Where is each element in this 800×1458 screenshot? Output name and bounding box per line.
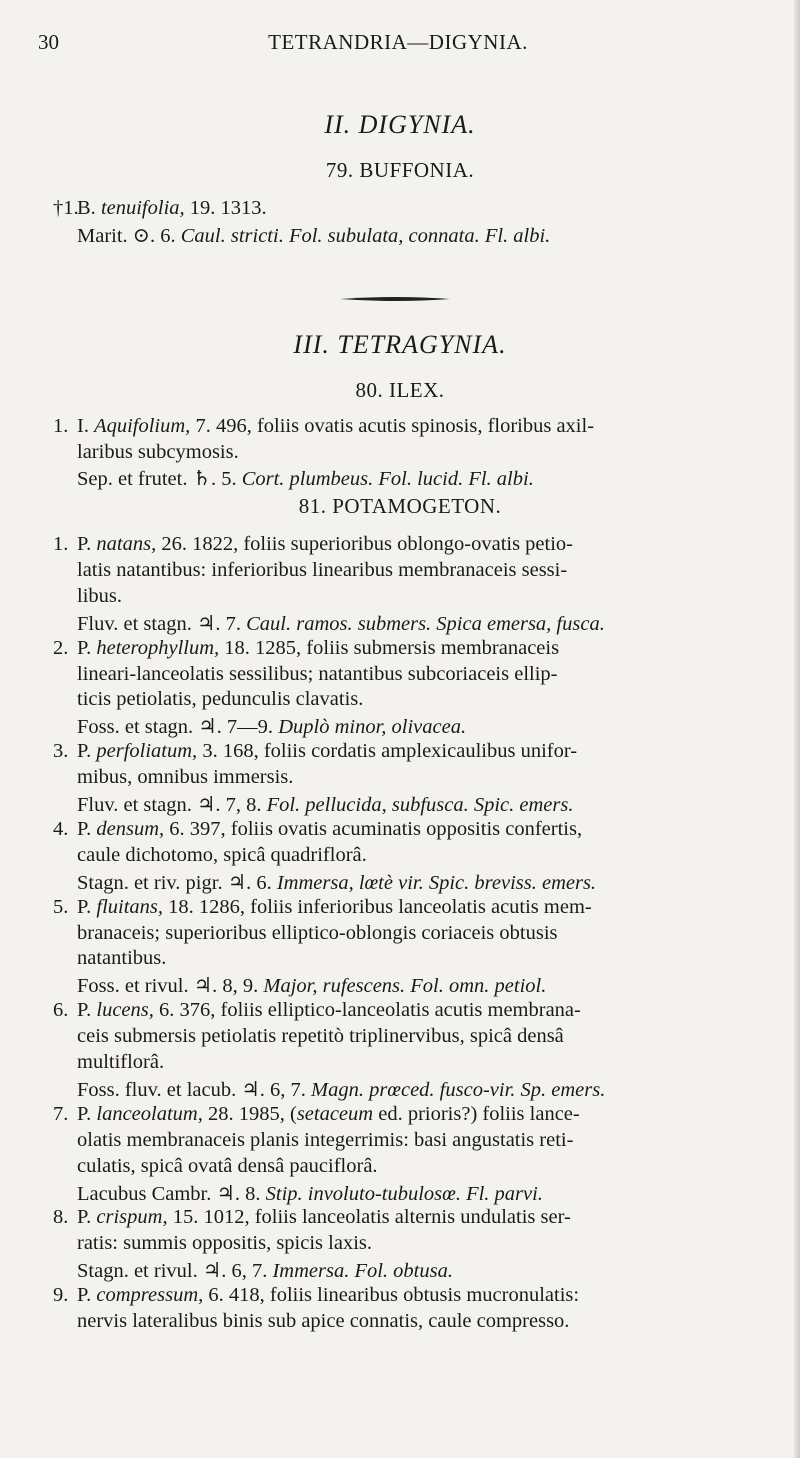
potamogeton-line [77, 688, 363, 711]
potamogeton-line [77, 585, 122, 608]
text-run: 7. 496, foliis ovatis acutis spinosis, floribus axil- [190, 415, 595, 437]
potamogeton-line [53, 1284, 579, 1307]
potamogeton-line [77, 1232, 372, 1255]
italic-text: lucens, [96, 999, 154, 1022]
entry-number: 8. [53, 1206, 69, 1229]
text-run: 15. 1012, foliis lanceolatis alternis undulatis ser- [167, 1206, 571, 1229]
italic-text: Duplò minor, olivacea. [278, 716, 467, 739]
text-run: 6. 376, foliis elliptico-lanceolatis acutis membrana- [153, 999, 581, 1022]
potamogeton-line [77, 922, 558, 945]
text-run: 6. 418, foliis linearibus obtusis mucronulatis: [203, 1284, 580, 1307]
text-run: olatis membranaceis planis integerrimis: basi angustatis reti- [77, 1128, 574, 1151]
text-run: ratis: summis oppositis, spicis laxis. [77, 1232, 372, 1255]
text-run: natantibus. [77, 947, 167, 970]
italic-text: heterophyllum, [96, 636, 220, 659]
italic-text: perfoliatum, [96, 740, 198, 763]
italic-text: Magn. prœced. fusco-vir. Sp. emers. [311, 1078, 606, 1101]
potamogeton-line [77, 973, 546, 998]
text-run: P. [77, 533, 97, 555]
text-run: Foss. et stagn. ♃. 7—9. [77, 716, 279, 739]
entry-number: 7. [53, 1102, 69, 1125]
italic-text: setaceum [296, 1102, 374, 1125]
potamogeton-line [53, 740, 577, 763]
text-run: 18. 1285, foliis submersis membranaceis [219, 636, 560, 659]
italic-text: lanceolatum, [96, 1102, 203, 1125]
potamogeton-line [77, 1258, 453, 1283]
text-run: Fluv. et stagn. ♃. 7, 8. [77, 794, 267, 816]
text-run: P. [77, 740, 97, 763]
text-run: P. [77, 1102, 97, 1125]
italic-text: natans, [96, 533, 157, 555]
italic-text: compressum, [96, 1284, 204, 1307]
italic-text: Major, rufescens. Fol. omn. petiol. [263, 975, 547, 998]
potamogeton-line [77, 1129, 573, 1152]
italic-text: Caul. ramos. submers. Spica emersa, fusca. [246, 612, 605, 635]
potamogeton-line [53, 818, 582, 841]
italic-text: crispum, [96, 1206, 168, 1229]
page-edge-shadow [794, 0, 800, 1458]
potamogeton-line [77, 1051, 164, 1074]
text-run: P. [77, 895, 97, 918]
text-run: P. [77, 636, 97, 659]
italic-text: Immersa, lœtè vir. Spic. breviss. emers. [276, 871, 597, 894]
text-run: 18. 1286, foliis inferioribus lanceolatis acutis mem- [163, 895, 592, 918]
text-run: Stagn. et rivul. ♃. 6, 7. [77, 1260, 273, 1283]
text-run: multiflorâ. [77, 1051, 165, 1073]
italic-text: tenuifolia, [100, 197, 185, 219]
potamogeton-line [53, 999, 581, 1022]
potamogeton-line [77, 1025, 564, 1048]
entry-number: 9. [53, 1284, 69, 1307]
potamogeton-line [77, 559, 567, 582]
text-run: laribus subcymosis. [77, 440, 239, 463]
text-run: 28. 1985, ( [202, 1102, 297, 1125]
entry-number: 4. [53, 817, 69, 840]
italic-text: Caul. stricti. Fol. subulata, connata. Fl. albi. [180, 225, 551, 247]
text-run: caule dichotomo, spicâ quadriflorâ. [77, 843, 367, 866]
ornamental-rule [340, 296, 450, 302]
entry-number: 1. [53, 415, 69, 437]
text-run: Stagn. et riv. pigr. ♃. 6. [77, 871, 277, 894]
entry-number: 2. [53, 636, 69, 659]
running-header [38, 30, 758, 56]
text-run: P. [77, 999, 97, 1022]
running-title: TETRANDRIA—DIGYNIA. [268, 30, 528, 54]
text-run: nervis lateralibus binis sub apice connatis, caule compresso. [77, 1310, 570, 1332]
buffonia-line [53, 197, 267, 220]
potamogeton-line [53, 896, 592, 919]
buffonia-line [77, 223, 550, 248]
text-run: Sep. et frutet. ♄. 5. [77, 468, 242, 490]
entry-number: 6. [53, 999, 69, 1022]
potamogeton-line [77, 870, 596, 895]
text-run: latis natantibus: inferioribus linearibus membranaceis sessi- [77, 558, 568, 581]
italic-text: densum, [96, 817, 165, 840]
potamogeton-line [53, 1103, 580, 1126]
potamogeton-line [77, 1077, 605, 1102]
text-run: 3. 168, foliis cordatis amplexicaulibus unifor- [197, 740, 578, 763]
potamogeton-line [53, 1206, 571, 1229]
text-run: 6. 397, foliis ovatis acuminatis oppositis confertis, [164, 817, 583, 840]
page-number: 30 [38, 30, 59, 54]
text-run: 19. 1313. [184, 197, 267, 219]
text-run: Foss. et rivul. ♃. 8, 9. [77, 975, 264, 998]
text-run: Lacubus Cambr. ♃. 8. [77, 1182, 266, 1205]
genus-heading-ilex: 80. ILEX. [355, 378, 445, 402]
potamogeton-line [77, 766, 293, 789]
text-run: P. [77, 1206, 97, 1229]
italic-text: Cort. plumbeus. Fol. lucid. Fl. albi. [241, 468, 534, 490]
text-run: ed. prioris?) foliis lance- [373, 1102, 580, 1125]
text-run: 26. 1822, foliis superioribus oblongo-ovatis petio- [156, 533, 573, 555]
text-run: P. [77, 1284, 97, 1307]
potamogeton-line [53, 637, 559, 660]
text-run: lineari-lanceolatis sessilibus; natantibus subcoriaceis ellip- [77, 662, 558, 685]
potamogeton-line [77, 1310, 569, 1333]
genus-heading-potamogeton: 81. POTAMOGETON. [298, 494, 502, 518]
text-run: I. [77, 415, 95, 437]
potamogeton-line [77, 844, 367, 867]
text-run: ticis petiolatis, pedunculis clavatis. [77, 688, 364, 711]
ilex-line [77, 441, 239, 464]
entry-number: 1. [53, 533, 69, 555]
text-run: branaceis; superioribus elliptico-oblongis coriaceis obtusis [77, 921, 558, 944]
text-run: Marit. ⊙. 6. [77, 225, 181, 247]
entry-number: 3. [53, 740, 69, 763]
entry-number: †1. [53, 197, 79, 219]
genus-heading-buffonia: 79. BUFFONIA. [325, 158, 475, 182]
italic-text: Stip. involuto-tubulosœ. Fl. parvi. [265, 1182, 543, 1205]
text-run: libus. [77, 584, 122, 607]
potamogeton-line [77, 947, 166, 970]
text-run: P. [77, 817, 97, 840]
potamogeton-line [77, 1155, 378, 1178]
italic-text: Immersa. Fol. obtusa. [272, 1260, 453, 1283]
text-run: culatis, spicâ ovatâ densâ pauciflorâ. [77, 1154, 378, 1177]
ilex-line [53, 415, 594, 438]
italic-text: Aquifolium, [94, 415, 191, 437]
potamogeton-line [77, 1181, 543, 1206]
ilex-line [77, 466, 534, 491]
potamogeton-line [77, 792, 573, 817]
potamogeton-line [77, 663, 557, 686]
potamogeton-line [53, 533, 573, 556]
potamogeton-line [77, 714, 466, 739]
text-run: mibus, omnibus immersis. [77, 766, 294, 789]
text-run: Fluv. et stagn. ♃. 7. [77, 612, 247, 635]
section-title-tetragynia: III. TETRAGYNIA. [293, 330, 507, 359]
entry-number: 5. [53, 895, 69, 918]
potamogeton-line [77, 611, 605, 636]
text-run: B. [77, 197, 101, 219]
italic-text: Fol. pellucida, subfusca. Spic. emers. [266, 794, 574, 816]
italic-text: fluitans, [96, 895, 164, 918]
text-run: ceis submersis petiolatis repetitò triplinervibus, spicâ densâ [77, 1025, 564, 1048]
section-title-digynia: II. DIGYNIA. [324, 110, 476, 139]
text-run: Foss. fluv. et lacub. ♃. 6, 7. [77, 1078, 311, 1101]
